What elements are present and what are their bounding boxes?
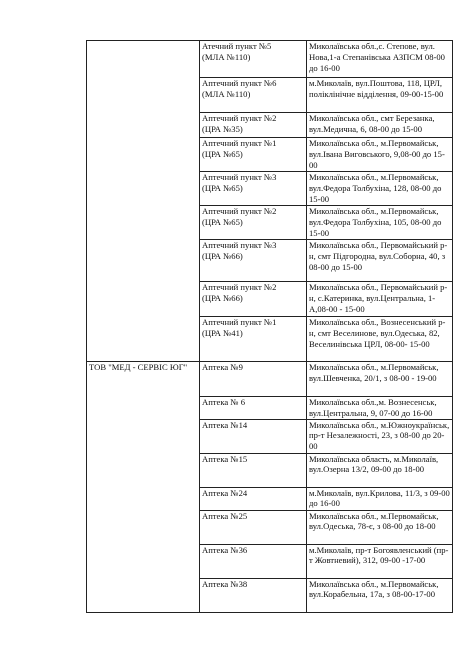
pharmacy-address-cell: Миколаївська область, м.Миколаїв, вул.Озерна 13/2, 09-00 до 18-00 xyxy=(307,453,453,487)
pharmacy-name-cell: Аптека №36 xyxy=(200,544,307,578)
pharmacy-address-cell: Миколаївська обл., м.Первомайськ, вул.Федора Толбухіна, 128, 08-00 до 15-00 xyxy=(307,172,453,206)
table-row xyxy=(87,362,453,397)
pharmacy-address-cell: Миколаївська обл., м.Первомайськ, вул.Івана Виговського, 9,08-00 до 15-00 xyxy=(307,138,453,172)
pharmacy-name-cell: Аптечний пункт №2 (ЦРА №35) xyxy=(200,113,307,138)
pharmacy-address-cell: Миколаївська обл., Первомайський р-н, смт Підгородна, вул.Соборна, 40, з 08-00 до 15-00 xyxy=(307,240,453,282)
pharmacy-address-cell: Миколаївська обл., м.Первомайськ, вул.Одеська, 78-є, з 08-00 до 18-00 xyxy=(307,510,453,544)
pharmacy-name-cell: Аптечний пункт №2 (ЦРА №66) xyxy=(200,282,307,317)
pharmacy-address-cell: Миколаївська обл., Первомайський р-н, с.Катеринка, вул.Центральна, 1-А,08-00 - 15-00 xyxy=(307,282,453,317)
pharmacy-name-cell: Аптечний пункт №3 (ЦРА №66) xyxy=(200,240,307,282)
pharmacy-address-cell: Миколаївська обл., м.Первомайськ, вул.Шевченка, 20/1, з 08-00 - 19-00 xyxy=(307,362,453,397)
pharmacy-address-cell: Миколаївська обл., м.Первомайськ, вул.Корабельна, 17а, з 08-00-17-00 xyxy=(307,578,453,612)
pharmacy-name-cell: Атечний пункт №5 (МЛА №110) xyxy=(200,41,307,78)
pharmacy-name-cell: Аптека № 6 xyxy=(200,397,307,420)
table-row xyxy=(87,41,453,78)
organization-cell-empty xyxy=(87,41,200,362)
pharmacy-address-cell: м.Миколаїв, вул.Поштова, 118, ЦРЛ, поліклінічне відділення, 09-00-15-00 xyxy=(307,78,453,113)
pharmacy-name-cell: Аптека №38 xyxy=(200,578,307,612)
pharmacy-name-cell: Аптечний пункт №1 (ЦРА №41) xyxy=(200,317,307,362)
pharmacy-address-cell: м.Миколаїв, вул.Крилова, 11/3, з 09-00 до 16-00 xyxy=(307,487,453,510)
pharmacy-name-cell: Аптека №14 xyxy=(200,419,307,453)
pharmacy-name-cell: Аптека №25 xyxy=(200,510,307,544)
organization-cell: ТОВ "МЕД - СЕРВІС ЮГ" xyxy=(87,362,200,613)
pharmacy-address-cell: Миколаївська обл.,с. Степове, вул. Нова,1-а Степанівська АЗПСМ 08-00 до 16-00 xyxy=(307,41,453,78)
pharmacy-name-cell: Аптека №9 xyxy=(200,362,307,397)
pharmacy-name-cell: Аптека №24 xyxy=(200,487,307,510)
pharmacy-name-cell: Аптечний пункт №3 (ЦРА №65) xyxy=(200,172,307,206)
pharmacy-name-cell: Аптека №15 xyxy=(200,453,307,487)
pharmacy-name-cell: Аптечний пункт №6 (МЛА №110) xyxy=(200,78,307,113)
pharmacy-address-cell: Миколаївська обл.,м. Вознесенськ, вул.Центральна, 9, 07-00 до 16-00 xyxy=(307,397,453,420)
pharmacy-address-cell: Миколаївська обл., м.Первомайськ, вул.Федора Толбухіна, 105, 08-00 до 15-00 xyxy=(307,206,453,240)
pharmacy-address-cell: м.Миколаїв, пр-т Богоявленський (пр-т Жовтневий), 312, 09-00 -17-00 xyxy=(307,544,453,578)
pharmacy-name-cell: Аптечний пункт №1 (ЦРА №65) xyxy=(200,138,307,172)
pharmacy-address-cell: Миколаївська обл., м.Южноукраїнськ, пр-т Незалежності, 23, з 08-00 до 20-00 xyxy=(307,419,453,453)
pharmacy-address-cell: Миколаївська обл., смт Березанка, вул.Медична, 6, 08-00 до 15-00 xyxy=(307,113,453,138)
pharmacy-address-cell: Миколаївська обл., Вознесенський р-н, смт Веселинове, вул.Одеська, 82, Веселинівська ЦРЛ, 08-00- 15-00 xyxy=(307,317,453,362)
pharmacy-name-cell: Аптечний пункт №2 (ЦРА №65) xyxy=(200,206,307,240)
pharmacy-table xyxy=(86,40,453,613)
pharmacy-table-body xyxy=(87,41,453,613)
